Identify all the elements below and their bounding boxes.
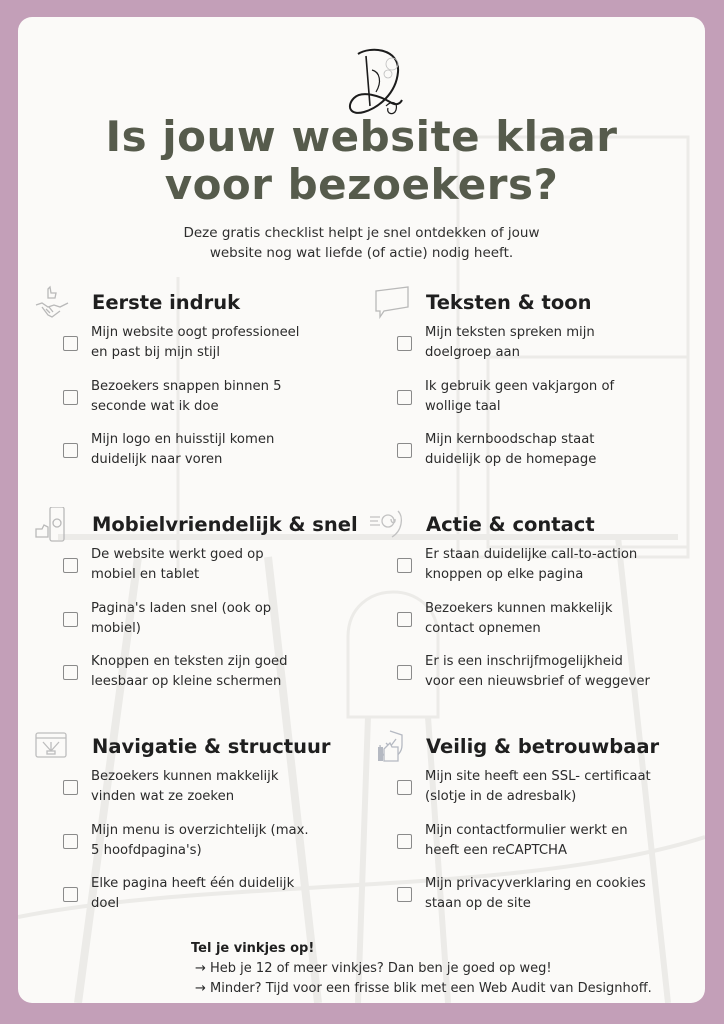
- checkbox[interactable]: [63, 834, 78, 849]
- section-veilig-betrouwbaar: [370, 733, 670, 928]
- speech-bubble-icon: [374, 285, 410, 321]
- item-text: Er is een inschrijfmogelijkheid voor een nieuwsbrief of weggever: [425, 654, 650, 689]
- checklist-item: [370, 377, 670, 431]
- section-teksten-toon: [370, 289, 670, 484]
- footer-summary: [191, 939, 652, 999]
- checklist-item: [36, 545, 336, 599]
- section-navigatie-structuur: [36, 733, 336, 928]
- item-text: Mijn contactformulier werkt en heeft een reCAPTCHA: [425, 822, 628, 858]
- item-text: Ik gebruik geen vakjargon of wollige taal: [425, 378, 615, 414]
- checkbox[interactable]: [63, 336, 78, 351]
- section-eerste-indruk: [36, 289, 336, 484]
- item-text: Knoppen en teksten zijn goed leesbaar op kleine schermen: [91, 654, 288, 689]
- footer-line-2: → Minder? Tijd voor een frisse blik met een Web Audit van Designhoff.: [195, 981, 652, 996]
- item-text: Er staan duidelijke call-to-action knoppen op elke pagina: [425, 547, 638, 582]
- checklist-item: [36, 767, 336, 821]
- checklist-item: [36, 874, 336, 928]
- item-text: Elke pagina heeft één duidelijk doel: [91, 876, 295, 911]
- checkbox[interactable]: [63, 390, 78, 405]
- section-title: Veilig & betrouwbaar: [426, 735, 660, 758]
- checklist-item: [36, 652, 336, 706]
- checkbox[interactable]: [397, 780, 412, 795]
- item-text: Mijn teksten spreken mijn doelgroep aan: [425, 325, 595, 360]
- section-title: Teksten & toon: [426, 291, 592, 314]
- checklist-item: [370, 767, 670, 821]
- section-title: Navigatie & structuur: [92, 735, 331, 758]
- title-line-1: Is jouw website klaar: [105, 112, 618, 161]
- checklist-card: [18, 17, 705, 1003]
- logo-signature: [340, 42, 410, 122]
- checklist-item: [36, 821, 336, 875]
- item-text: Mijn logo en huisstijl komen duidelijk naar voren: [91, 432, 275, 467]
- item-text: Mijn menu is overzichtelijk (max. 5 hoofdpagina's): [91, 822, 309, 858]
- checklist-item: [36, 430, 336, 484]
- checkbox[interactable]: [63, 443, 78, 458]
- checklist-item: [370, 323, 670, 377]
- checkbox[interactable]: [63, 558, 78, 573]
- checklist-item: [370, 821, 670, 875]
- browser-sitemap-icon: [34, 729, 70, 765]
- item-text: Mijn privacyverklaring en cookies staan op de site: [425, 876, 646, 911]
- checkbox[interactable]: [397, 665, 412, 680]
- checklist-item: [36, 377, 336, 431]
- checkbox[interactable]: [397, 336, 412, 351]
- section-title: Eerste indruk: [92, 291, 241, 314]
- item-text: Mijn website oogt professioneel en past bij mijn stijl: [91, 325, 300, 360]
- checkbox[interactable]: [63, 780, 78, 795]
- intro-line-1: Deze gratis checklist helpt je snel ontdekken of jouw: [183, 225, 540, 241]
- mobile-smiley-icon: [34, 507, 70, 543]
- checklist-item: [370, 599, 670, 653]
- intro-line-2: website nog wat liefde (of actie) nodig heeft.: [209, 245, 514, 261]
- shield-thumbs-up-icon: [376, 729, 412, 765]
- item-text: Mijn site heeft een SSL- certificaat (slotje in de adresbalk): [425, 769, 651, 804]
- checkbox[interactable]: [397, 558, 412, 573]
- footer-title: Tel je vinkjes op!: [191, 941, 315, 956]
- checkbox[interactable]: [63, 665, 78, 680]
- section-title: Mobielvriendelijk & snel: [92, 513, 358, 536]
- page-title: [18, 113, 705, 209]
- item-text: Mijn kernboodschap staat duidelijk op de homepage: [425, 432, 597, 467]
- section-header: [370, 289, 670, 323]
- section-header: [36, 733, 336, 767]
- item-text: Pagina's laden snel (ook op mobiel): [91, 600, 272, 636]
- title-line-2: voor bezoekers?: [164, 160, 559, 209]
- checkbox[interactable]: [63, 612, 78, 627]
- section-title: Actie & contact: [426, 513, 595, 536]
- handshake-thumbs-up-icon: [34, 285, 70, 321]
- checklist-item: [370, 874, 670, 928]
- checklist-item: [370, 430, 670, 484]
- checkbox[interactable]: [397, 887, 412, 902]
- section-header: [370, 733, 670, 767]
- checkbox[interactable]: [63, 887, 78, 902]
- item-text: Bezoekers kunnen makkelijk vinden wat ze zoeken: [91, 769, 279, 804]
- checklist-item: [36, 323, 336, 377]
- checkbox[interactable]: [397, 834, 412, 849]
- section-header: [36, 511, 358, 545]
- checkbox[interactable]: [397, 390, 412, 405]
- section-mobielvriendelijk-snel: [36, 511, 358, 706]
- section-header: [36, 289, 336, 323]
- checkbox[interactable]: [397, 443, 412, 458]
- intro-text: [18, 223, 705, 263]
- item-text: Bezoekers snappen binnen 5 seconde wat ik doe: [91, 378, 282, 414]
- email-phone-contact-icon: [368, 507, 404, 543]
- checkbox[interactable]: [397, 612, 412, 627]
- checklist-item: [370, 545, 670, 599]
- checklist-item: [36, 599, 336, 653]
- section-actie-contact: [370, 511, 670, 706]
- item-text: Bezoekers kunnen makkelijk contact opnemen: [425, 600, 613, 636]
- footer-line-1: → Heb je 12 of meer vinkjes? Dan ben je goed op weg!: [195, 961, 552, 976]
- section-header: [370, 511, 670, 545]
- item-text: De website werkt goed op mobiel en tablet: [91, 547, 264, 582]
- checklist-item: [370, 652, 670, 706]
